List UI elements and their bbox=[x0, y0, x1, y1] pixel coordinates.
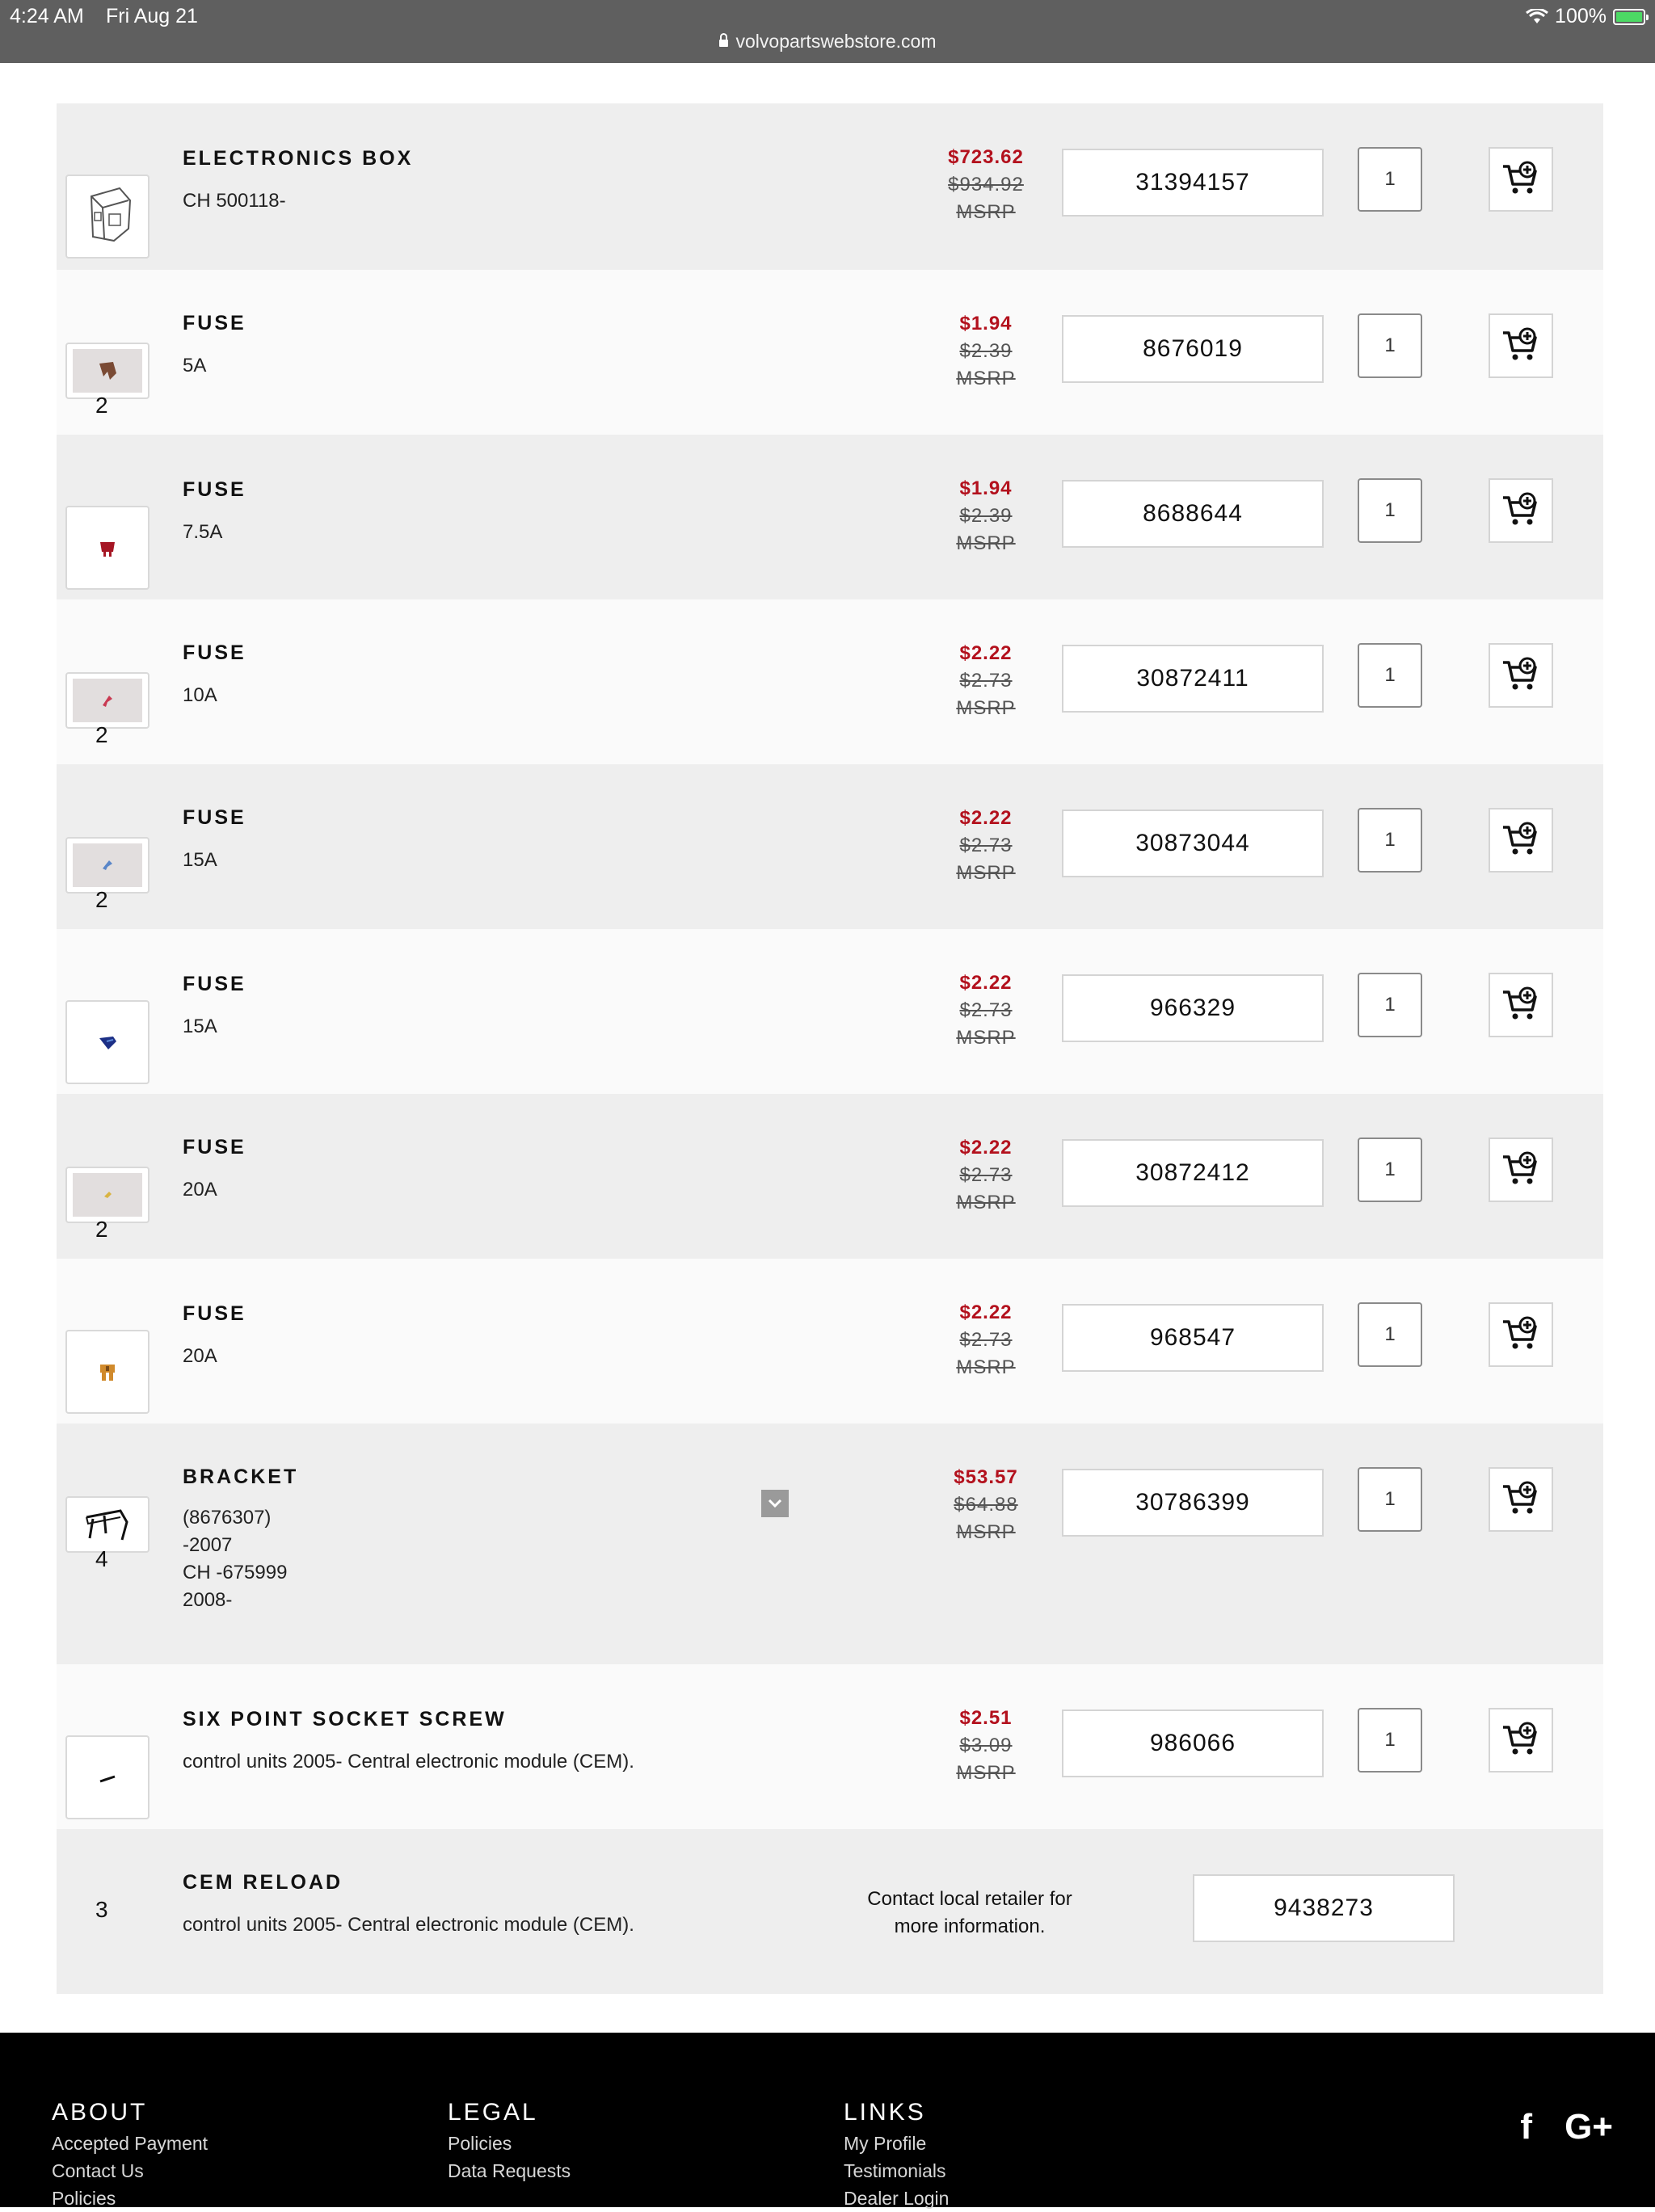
fuse-image bbox=[98, 856, 117, 875]
part-description: CH 500118- bbox=[183, 190, 286, 212]
part-thumbnail[interactable] bbox=[65, 1167, 149, 1223]
footer-links bbox=[844, 2099, 949, 2212]
add-to-cart-button[interactable] bbox=[1489, 1708, 1553, 1773]
fuse-image bbox=[98, 691, 117, 710]
part-row bbox=[57, 1259, 1603, 1424]
part-number-field[interactable]: 8688644 bbox=[1062, 480, 1324, 548]
status-time: 4:24 AM bbox=[10, 5, 84, 27]
fuse-image bbox=[95, 1030, 120, 1054]
add-to-cart-button[interactable] bbox=[1489, 1302, 1553, 1367]
fuse-image bbox=[95, 1360, 120, 1384]
price-block bbox=[889, 475, 1083, 557]
msrp-price: $2.39 bbox=[959, 340, 1013, 362]
quantity-input[interactable]: 1 bbox=[1358, 1138, 1422, 1202]
part-number-field[interactable]: 8676019 bbox=[1062, 315, 1324, 383]
add-to-cart-icon bbox=[1501, 821, 1540, 860]
add-to-cart-icon bbox=[1501, 1150, 1540, 1189]
footer-heading: LINKS bbox=[844, 2099, 926, 2126]
price-block bbox=[889, 1134, 1083, 1217]
add-to-cart-button[interactable] bbox=[1489, 643, 1553, 708]
part-row bbox=[57, 103, 1603, 270]
part-number-field[interactable]: 9438273 bbox=[1193, 1874, 1455, 1942]
add-to-cart-button[interactable] bbox=[1489, 808, 1553, 873]
part-description: 20A bbox=[183, 1345, 217, 1367]
sale-price: $2.22 bbox=[959, 972, 1013, 994]
price-block bbox=[889, 805, 1083, 887]
footer-legal bbox=[448, 2099, 571, 2185]
chevron-down-icon bbox=[767, 1498, 783, 1509]
wifi-icon bbox=[1526, 9, 1548, 25]
battery-icon bbox=[1613, 9, 1645, 25]
part-thumbnail[interactable] bbox=[65, 506, 149, 590]
site-footer bbox=[0, 2033, 1655, 2207]
part-thumbnail[interactable] bbox=[65, 1735, 149, 1819]
quantity-input[interactable]: 1 bbox=[1358, 643, 1422, 708]
part-number-field[interactable]: 30872411 bbox=[1062, 645, 1324, 713]
msrp-label: MSRP bbox=[956, 1192, 1016, 1213]
part-name: FUSE bbox=[183, 478, 246, 501]
part-description: control units 2005- Central electronic module (CEM). bbox=[183, 1751, 634, 1773]
msrp-label: MSRP bbox=[956, 532, 1016, 554]
msrp-label: MSRP bbox=[956, 862, 1016, 884]
part-description: (8676307) -2007 CH -675999 2008- bbox=[183, 1507, 288, 1611]
social-links bbox=[1520, 2107, 1613, 2147]
price-block bbox=[889, 310, 1083, 393]
part-name: ELECTRONICS BOX bbox=[183, 147, 414, 170]
fuse-image bbox=[99, 1187, 116, 1203]
part-description: 10A bbox=[183, 684, 217, 706]
part-row bbox=[57, 270, 1603, 435]
price-block bbox=[889, 1299, 1083, 1381]
part-row bbox=[57, 1664, 1603, 1829]
fuse-image bbox=[95, 536, 120, 560]
part-thumbnail[interactable] bbox=[65, 343, 149, 399]
add-to-cart-icon bbox=[1501, 326, 1540, 365]
quantity-input[interactable]: 1 bbox=[1358, 808, 1422, 873]
footer-link[interactable]: Testimonials bbox=[844, 2160, 946, 2181]
footer-link[interactable]: Contact Us bbox=[52, 2160, 144, 2181]
add-to-cart-button[interactable] bbox=[1489, 1138, 1553, 1202]
msrp-price: $2.73 bbox=[959, 835, 1013, 856]
part-row bbox=[57, 764, 1603, 929]
add-to-cart-icon bbox=[1501, 1480, 1540, 1519]
add-to-cart-button[interactable] bbox=[1489, 147, 1553, 212]
msrp-price: $2.73 bbox=[959, 1329, 1013, 1351]
add-to-cart-icon bbox=[1501, 491, 1540, 530]
parts-list bbox=[57, 103, 1603, 1994]
quantity-input[interactable]: 1 bbox=[1358, 1302, 1422, 1367]
sale-price: $1.94 bbox=[959, 477, 1013, 499]
price-block bbox=[889, 144, 1083, 226]
status-date: Fri Aug 21 bbox=[106, 5, 198, 27]
msrp-price: $2.73 bbox=[959, 1164, 1013, 1186]
msrp-label: MSRP bbox=[956, 1762, 1016, 1784]
part-row bbox=[57, 599, 1603, 764]
fuse-image bbox=[95, 359, 120, 383]
msrp-label: MSRP bbox=[956, 201, 1016, 223]
add-to-cart-icon bbox=[1501, 656, 1540, 695]
quantity-input[interactable]: 1 bbox=[1358, 147, 1422, 212]
price-block bbox=[889, 1464, 1083, 1546]
add-to-cart-button[interactable] bbox=[1489, 478, 1553, 543]
add-to-cart-icon bbox=[1501, 1721, 1540, 1760]
msrp-label: MSRP bbox=[956, 1027, 1016, 1049]
add-to-cart-icon bbox=[1501, 1315, 1540, 1354]
quantity-input[interactable]: 1 bbox=[1358, 478, 1422, 543]
msrp-price: $3.09 bbox=[959, 1735, 1013, 1756]
msrp-price: $2.73 bbox=[959, 670, 1013, 692]
battery-percent: 100% bbox=[1555, 5, 1607, 27]
status-indicators bbox=[1526, 5, 1645, 28]
part-description: 7.5A bbox=[183, 521, 223, 543]
part-number-field[interactable]: 30786399 bbox=[1062, 1469, 1324, 1537]
footer-heading: ABOUT bbox=[52, 2099, 148, 2126]
part-thumbnail[interactable] bbox=[65, 672, 149, 729]
sale-price: $723.62 bbox=[948, 146, 1024, 168]
part-name: CEM RELOAD bbox=[183, 1871, 343, 1894]
url-text: volvopartswebstore.com bbox=[735, 31, 937, 52]
url-bar[interactable] bbox=[0, 31, 1655, 53]
part-name: FUSE bbox=[183, 312, 246, 334]
part-name: FUSE bbox=[183, 973, 246, 995]
footer-heading: LEGAL bbox=[448, 2099, 538, 2126]
contact-retailer-text: Contact local retailer for more information. bbox=[867, 1888, 1072, 1937]
footer-link[interactable]: Accepted Payment bbox=[52, 2133, 208, 2154]
sale-price: $2.22 bbox=[959, 642, 1013, 664]
msrp-price: $64.88 bbox=[954, 1494, 1018, 1516]
facebook-icon[interactable]: f bbox=[1520, 2107, 1533, 2147]
callout-number: 2 bbox=[95, 1217, 108, 1242]
part-number-field[interactable]: 986066 bbox=[1062, 1709, 1324, 1777]
part-name: FUSE bbox=[183, 806, 246, 829]
callout-number: 3 bbox=[95, 1897, 108, 1922]
part-name: FUSE bbox=[183, 641, 246, 664]
part-thumbnail[interactable] bbox=[65, 837, 149, 894]
part-name: FUSE bbox=[183, 1136, 246, 1159]
part-number-field[interactable]: 966329 bbox=[1062, 974, 1324, 1042]
google-plus-icon[interactable]: G+ bbox=[1564, 2107, 1613, 2147]
part-name: FUSE bbox=[183, 1302, 246, 1325]
callout-number: 2 bbox=[95, 393, 108, 418]
msrp-price: $2.73 bbox=[959, 999, 1013, 1021]
lock-icon bbox=[719, 40, 728, 47]
add-to-cart-icon bbox=[1501, 160, 1540, 199]
part-row bbox=[57, 435, 1603, 599]
sale-price: $2.22 bbox=[959, 807, 1013, 829]
price-block bbox=[889, 640, 1083, 722]
msrp-label: MSRP bbox=[956, 368, 1016, 389]
part-thumbnail[interactable] bbox=[65, 1496, 149, 1553]
part-description: 20A bbox=[183, 1179, 217, 1201]
footer-link[interactable]: Dealer Login bbox=[844, 2188, 950, 2209]
electronics-box-image bbox=[75, 180, 140, 253]
part-number-field[interactable]: 31394157 bbox=[1062, 149, 1324, 217]
msrp-label: MSRP bbox=[956, 1521, 1016, 1543]
price-block bbox=[889, 1705, 1083, 1787]
part-description: 15A bbox=[183, 1016, 217, 1037]
add-to-cart-button[interactable] bbox=[1489, 1467, 1553, 1532]
msrp-label: MSRP bbox=[956, 1356, 1016, 1378]
footer-link[interactable]: Policies bbox=[52, 2188, 116, 2209]
footer-link[interactable]: My Profile bbox=[844, 2133, 927, 2154]
sale-price: $2.51 bbox=[959, 1707, 1013, 1729]
part-number-field[interactable]: 968547 bbox=[1062, 1304, 1324, 1372]
part-number-field[interactable]: 30873044 bbox=[1062, 810, 1324, 877]
quantity-input[interactable]: 1 bbox=[1358, 973, 1422, 1037]
part-row bbox=[57, 1094, 1603, 1259]
footer-about bbox=[52, 2099, 208, 2212]
expand-dropdown-button[interactable] bbox=[761, 1490, 789, 1517]
quantity-input[interactable]: 1 bbox=[1358, 313, 1422, 378]
footer-link[interactable]: Policies bbox=[448, 2133, 512, 2154]
sale-price: $2.22 bbox=[959, 1302, 1013, 1323]
part-number-field[interactable]: 30872412 bbox=[1062, 1139, 1324, 1207]
part-description: control units 2005- Central electronic module (CEM). bbox=[183, 1914, 634, 1936]
callout-number: 2 bbox=[95, 887, 108, 912]
add-to-cart-icon bbox=[1501, 986, 1540, 1024]
part-description: 15A bbox=[183, 849, 217, 871]
add-to-cart-button[interactable] bbox=[1489, 313, 1553, 378]
part-row bbox=[57, 1424, 1603, 1664]
callout-number: 2 bbox=[95, 722, 108, 747]
part-thumbnail[interactable] bbox=[65, 175, 149, 259]
quantity-input[interactable]: 1 bbox=[1358, 1467, 1422, 1532]
footer-link[interactable]: Data Requests bbox=[448, 2160, 571, 2181]
part-row bbox=[57, 1829, 1603, 1994]
part-thumbnail[interactable] bbox=[65, 1330, 149, 1414]
browser-top-bar bbox=[0, 0, 1655, 63]
add-to-cart-button[interactable] bbox=[1489, 973, 1553, 1037]
msrp-label: MSRP bbox=[956, 697, 1016, 719]
sale-price: $2.22 bbox=[959, 1137, 1013, 1159]
quantity-input[interactable]: 1 bbox=[1358, 1708, 1422, 1773]
part-name: SIX POINT SOCKET SCREW bbox=[183, 1708, 507, 1730]
msrp-price: $2.39 bbox=[959, 505, 1013, 527]
part-thumbnail[interactable] bbox=[65, 1000, 149, 1084]
sale-price: $1.94 bbox=[959, 313, 1013, 334]
callout-number: 4 bbox=[95, 1546, 108, 1571]
part-name: BRACKET bbox=[183, 1466, 299, 1488]
part-description: 5A bbox=[183, 355, 207, 376]
screw-image bbox=[95, 1765, 120, 1789]
msrp-price: $934.92 bbox=[948, 174, 1024, 196]
sale-price: $53.57 bbox=[954, 1466, 1018, 1488]
part-row bbox=[57, 929, 1603, 1094]
price-block bbox=[889, 969, 1083, 1052]
bracket-image bbox=[82, 1504, 133, 1545]
